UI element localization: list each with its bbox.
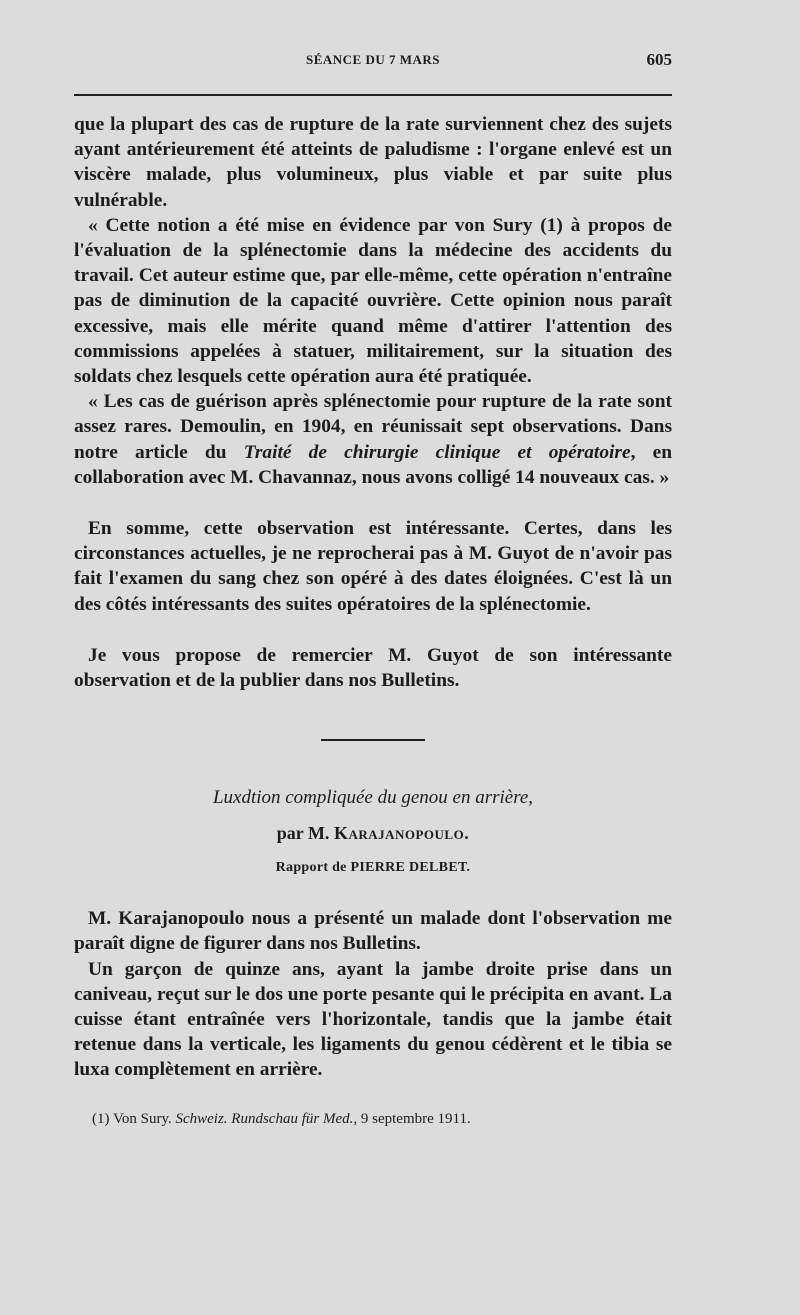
- page-header: [74, 50, 672, 74]
- running-title: SÉANCE DU 7 MARS: [305, 52, 441, 67]
- paragraph: « Cette notion a été mise en évidence par von Sury (1) à propos de l'évaluation de la splénectomie dans la médecine des accidents du travail. Cet auteur estime que, par elle-même, cette opération n'entraîne pas de diminution de la capacité ouvrière. Cette opinion nous paraît excessive, mais elle mérite quand même d'attirer l'attention des commissions appelées à statuer, militairement, sur la situation des soldats chez lesquels cette opération aura été pratiquée.: [74, 214, 672, 388]
- paragraph-text: , en collaboration avec M. Chavannaz, nous avons colligé 14 nouveaux cas. »: [74, 441, 672, 488]
- header-rule: [74, 94, 672, 96]
- paragraph-text: « Les cas de guérison après splénectomie pour rupture de la rate sont assez rares. Demoulin, en 1904, en réunissait sept observations. Dans notre article du: [74, 391, 672, 463]
- book-title: Traité de chirurgie clinique et opératoire: [243, 441, 631, 463]
- paragraph: que la plupart des cas de rupture de la rate surviennent chez des sujets ayant antérieurement été atteints de paludisme : l'organe enlevé est un viscère malade, plus volumineux, plus viable et par suite plus vulnérable.: [74, 114, 672, 211]
- report-line: Rapport de PIERRE DELBET.: [275, 860, 471, 876]
- paragraph: En somme, cette observation est intéressante. Certes, dans les circonstances actuelles, je ne reprocherai pas à M. Guyot de n'avoir pas fait l'examen du sang chez son opéré à des dates éloignées. C'est là un des côtés intéressants des suites opératoires de la splénectomie.: [74, 518, 672, 615]
- main-text: [74, 112, 672, 1129]
- paragraph: [74, 389, 672, 490]
- paragraph: M. Karajanopoulo nous a présenté un malade dont l'observation me paraît digne de figurer dans nos Bulletins.: [74, 908, 672, 955]
- footnote: (1) Von Sury. Schweiz. Rundschau für Med., 9 septembre 1911.: [92, 1110, 471, 1127]
- page-number: 605: [646, 50, 672, 69]
- article-title: Luxdtion compliquée du genou en arrière,: [212, 787, 534, 809]
- article-heading: [74, 787, 672, 876]
- article-author: par M. Karajanopoulo.: [276, 823, 470, 844]
- paragraph: Je vous propose de remercier M. Guyot de son intéressante observation et de la publier dans nos Bulletins.: [74, 644, 672, 692]
- paragraph: Un garçon de quinze ans, ayant la jambe droite prise dans un caniveau, reçut sur le dos une porte pesante qui le précipita en avant. La cuisse étant entraînée vers l'horizontale, tandis que la jambe était retenue dans la verticale, les ligaments du genou cédèrent et le tibia se luxa complètement en arrière.: [74, 958, 672, 1081]
